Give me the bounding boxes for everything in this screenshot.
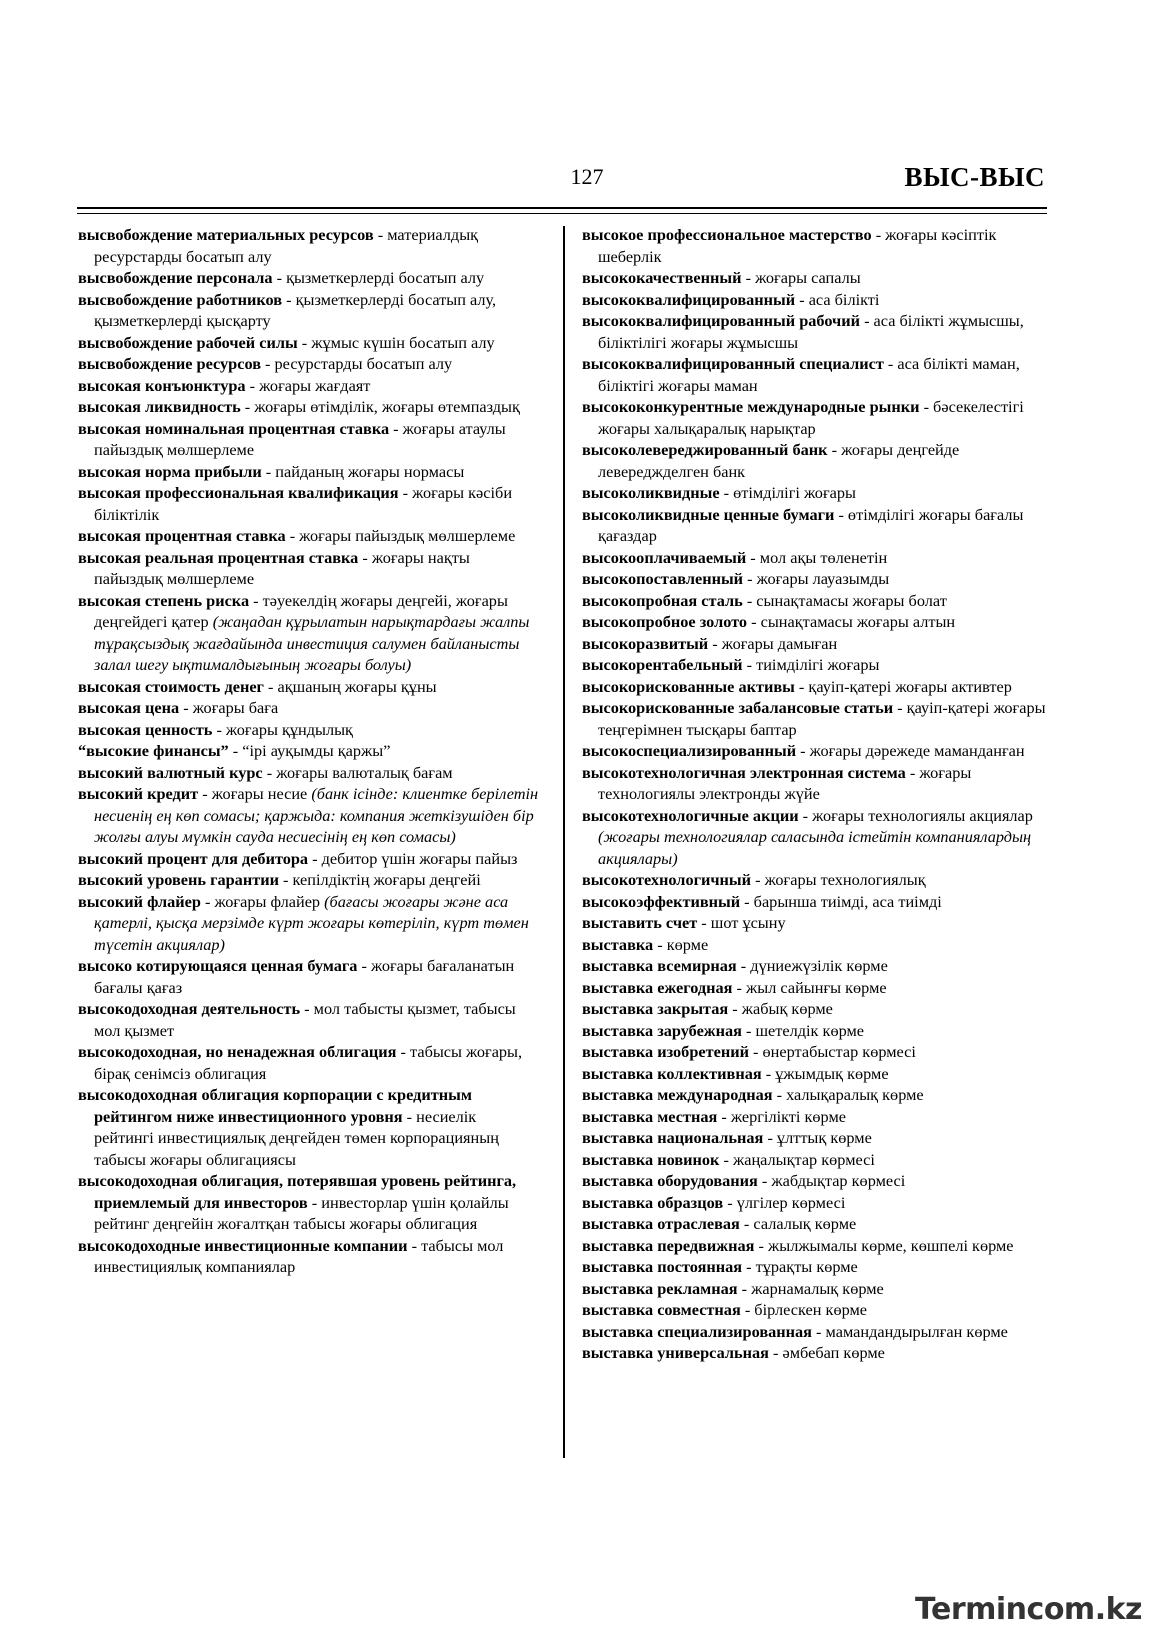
entry-term: высокодоходная облигация, потерявшая уровень рейтинга, приемлемый для инвесторов [78, 1171, 517, 1212]
dictionary-entry [78, 719, 540, 741]
entry-term: высокая ликвидность [78, 397, 241, 416]
entry-definition: - сынақтамасы жоғары болат [742, 590, 947, 610]
entry-definition: - жоғары технологиялық [751, 870, 926, 889]
dictionary-entry [582, 1235, 1050, 1257]
dictionary-entry [582, 998, 1050, 1020]
dictionary-entry [78, 848, 540, 870]
entry-term: высокий процент для дебитора [78, 848, 309, 868]
termincom-logo: Termincom.kz [915, 1592, 1142, 1627]
entry-definition: - ұжымдық көрме [761, 1063, 889, 1083]
entry-note: (жоғары технологиялар саласында істейтін компаниялардың акциялары) [598, 827, 1032, 868]
dictionary-entry [582, 955, 1050, 977]
entry-term: выставка изобретений [582, 1042, 749, 1061]
entry-term: выставка специализированная [582, 1321, 812, 1341]
dictionary-entry [582, 267, 1050, 289]
entry-definition: - жоғары флайер [200, 891, 325, 911]
entry-term: выставка международная [582, 1085, 773, 1104]
dictionary-entry [78, 955, 540, 998]
dictionary-entry [78, 998, 540, 1041]
entry-definition: - дебитор үшін жоғары пайыз [308, 848, 518, 868]
entry-term: высвобождение работников [78, 289, 283, 309]
entry-definition: - қызметкерлерді босатып алу, қызметкерлерді қысқарту [94, 289, 497, 330]
dictionary-entry [582, 740, 1050, 762]
entry-term: высокотехнологичный [582, 870, 752, 889]
entry-definition: - мамандандырылған көрме [811, 1321, 1008, 1341]
entry-term: высоколиквидные [582, 483, 720, 502]
entry-term: выставка рекламная [582, 1278, 738, 1298]
entry-note: (бағасы жоғары және аса қатерлі, қысқа мерзімде күрт жоғары көтеріліп, күрт төмен түсетін акциялар) [94, 891, 529, 954]
dictionary-entry [78, 869, 540, 891]
entry-definition: - халықаралық көрме [772, 1085, 924, 1104]
entry-term: высокая процентная ставка [78, 526, 286, 545]
entry-term: высокооплачиваемый [582, 547, 747, 567]
entry-definition: - қауіп-қатері жоғары теңгерімнен тысқары баптар [598, 698, 1046, 739]
dictionary-entry [582, 1020, 1050, 1042]
entry-definition: - табысы жоғары, бірақ сенімсіз облигация [94, 1042, 523, 1083]
dictionary-entry [582, 805, 1050, 870]
entry-term: выставка национальная [582, 1128, 764, 1147]
entry-note: (банк ісінде: клиентке берілетін несиенің ең көп сомасы; қаржыда: компания жеткізушіден бір жолғы алуы мүмкін сауда несиесінің ең көп сомасы) [94, 784, 539, 846]
right-column [582, 224, 1050, 1364]
entry-definition: - жоғары технологиялы электронды жүйе [598, 762, 972, 803]
entry-definition: - жоғары құндылық [212, 719, 353, 739]
dictionary-entry [582, 310, 1050, 353]
entry-definition: - аса білікті [795, 289, 880, 309]
dictionary-entry [78, 289, 540, 332]
entry-term: высокотехнологичная электронная система [582, 762, 906, 782]
entry-definition: - жабдықтар көрмесі [757, 1171, 906, 1190]
dictionary-entry [582, 977, 1050, 999]
entry-definition: - үлгілер көрмесі [723, 1192, 846, 1212]
dictionary-entry [582, 1192, 1050, 1214]
entry-definition: - бәсекелестігі жоғары халықаралық нарықтар [598, 397, 1024, 438]
entry-term: высокая стоимость денег [78, 676, 264, 696]
entry-term: высокодоходная деятельность [78, 999, 301, 1018]
entry-term: высокая цена [78, 698, 180, 717]
dictionary-entry [78, 418, 540, 461]
dictionary-entry [582, 1063, 1050, 1085]
entry-definition: - қызметкерлерді босатып алу [272, 268, 485, 287]
entry-definition: - қауіп-қатері жоғары активтер [794, 676, 1012, 696]
entry-term: высокодоходные инвестиционные компании [78, 1235, 408, 1255]
dictionary-entry [78, 353, 540, 375]
entry-definition: - шетелдік көрме [741, 1020, 865, 1040]
entry-term: высокая ценность [78, 719, 213, 739]
entry-definition: - тұрақты көрме [742, 1257, 858, 1276]
dictionary-entry [582, 1106, 1050, 1128]
entry-term: высокий валютный курс [78, 762, 263, 782]
dictionary-entry [78, 1170, 540, 1235]
entry-definition: - жұмыс күшін босатып алу [297, 332, 495, 352]
dictionary-entry [78, 267, 540, 289]
entry-term: высоколевереджированный банк [582, 440, 828, 459]
dictionary-entry [582, 1321, 1050, 1343]
dictionary-entry [78, 224, 540, 267]
entry-definition: - жоғары дамыған [708, 633, 838, 653]
entry-term: высокий кредит [78, 784, 199, 803]
entry-term: высокий уровень гарантии [78, 870, 279, 889]
entry-term: “высокие финансы” [78, 741, 229, 760]
entry-definition: - жергілікті көрме [717, 1106, 846, 1126]
entry-term: высокорискованные забалансовые статьи [582, 698, 894, 717]
entry-definition: - жоғары кәсіптік шеберлік [598, 225, 997, 266]
entry-term: высокоразвитый [582, 633, 709, 653]
entry-term: высокое профессиональное мастерство [582, 225, 872, 244]
dictionary-entry [78, 891, 540, 956]
entry-definition: - жоғары бағаланатын бағалы қағаз [94, 956, 515, 997]
dictionary-entry [582, 568, 1050, 590]
dictionary-entry [582, 676, 1050, 698]
dictionary-entry [582, 504, 1050, 547]
entry-term: выставка отраслевая [582, 1214, 740, 1233]
entry-definition: - сынақтамасы жоғары алтын [747, 612, 956, 631]
entry-term: высокая реальная процентная ставка [78, 547, 359, 567]
page-header [77, 158, 1047, 208]
entry-definition: - өтімділігі жоғары [719, 483, 856, 502]
entry-definition: - материалдық ресурстарды босатып алу [94, 225, 479, 266]
entry-definition: - жоғары нақты пайыздық мөлшерлеме [94, 547, 470, 588]
entry-term: высвобождение рабочей силы [78, 332, 298, 352]
entry-term: высокодоходная облигация корпорации с кредитным рейтингом ниже инвестиционного уровня [78, 1085, 472, 1126]
entry-term: выставка постоянная [582, 1257, 743, 1276]
dictionary-entry [78, 375, 540, 397]
entry-term: высвобождение материальных ресурсов [78, 225, 374, 244]
dictionary-entry [78, 762, 540, 784]
entry-definition: - ақшаның жоғары құны [263, 676, 437, 696]
dictionary-entry [582, 396, 1050, 439]
entry-definition: - жылжымалы көрме, көшпелі көрме [754, 1235, 1014, 1255]
entry-definition: - жоғары атаулы пайыздық мөлшерлеме [94, 418, 506, 459]
dictionary-entry [78, 525, 540, 547]
entry-term: высокоспециализированный [582, 741, 797, 760]
entry-term: выставка передвижная [582, 1235, 755, 1255]
entry-definition: - өнертабыстар көрмесі [748, 1042, 916, 1061]
dictionary-entry [78, 332, 540, 354]
entry-definition: - әмбебап көрме [768, 1343, 885, 1362]
dictionary-entry [78, 590, 540, 676]
header-rule-thin [77, 213, 1047, 214]
dictionary-entry [78, 676, 540, 698]
dictionary-entry [582, 611, 1050, 633]
entry-term: выставка местная [582, 1106, 718, 1126]
dictionary-entry [78, 461, 540, 483]
entry-definition: - жоғары лауазымды [743, 569, 890, 588]
entry-term: выставка коллективная [582, 1063, 762, 1083]
entry-definition: - ресурстарды босатып алу [260, 354, 453, 373]
entry-definition: - салалық көрме [739, 1214, 857, 1233]
entry-definition: - дүниежүзілік көрме [736, 956, 888, 975]
header-rule-thick [77, 207, 1047, 209]
dictionary-entry [582, 869, 1050, 891]
entry-definition: - кепілдіктің жоғары деңгейі [278, 870, 481, 889]
entry-definition: - жыл сайынғы көрме [732, 977, 887, 997]
entry-term: высококачественный [582, 268, 742, 287]
entry-term: высокая степень риска [78, 590, 250, 610]
dictionary-entry [582, 1041, 1050, 1063]
entry-term: выставка закрытая [582, 999, 729, 1018]
entry-definition: - көрме [653, 934, 709, 954]
entry-definition: - аса білікті маман, біліктігі жоғары маман [598, 354, 1020, 395]
entry-definition: - тиімділігі жоғары [742, 655, 880, 674]
dictionary-entry [78, 396, 540, 418]
entry-term: высокий флайер [78, 891, 201, 911]
entry-term: высокотехнологичные акции [582, 805, 799, 825]
entry-term: выставка ежегодная [582, 977, 733, 997]
dictionary-entry [78, 482, 540, 525]
entry-definition: - барынша тиімді, аса тиімді [740, 891, 942, 911]
entry-term: выставка зарубежная [582, 1020, 742, 1040]
entry-definition: - аса білікті жұмысшы, біліктілігі жоғары жұмысшы [598, 311, 1024, 352]
entry-term: выставка универсальная [582, 1343, 769, 1362]
entry-term: высококвалифицированный [582, 289, 796, 309]
entry-term: высоко котирующаяся ценная бумага [78, 956, 358, 975]
dictionary-entry [582, 547, 1050, 569]
entry-definition: - мол табысты қызмет, табысы мол қызмет [94, 999, 516, 1040]
entry-term: высокорентабельный [582, 655, 743, 674]
entry-definition: - пайданың жоғары нормасы [261, 461, 465, 481]
entry-definition: - “ірі ауқымды қаржы” [228, 741, 391, 760]
entry-definition: - жоғары кәсіби біліктілік [94, 483, 513, 524]
dictionary-entry [78, 783, 540, 848]
entry-definition: - ұлттық көрме [763, 1128, 872, 1147]
dictionary-entry [582, 1256, 1050, 1278]
dictionary-entry [78, 547, 540, 590]
entry-definition: - өтімділігі жоғары бағалы қағаздар [598, 504, 1024, 545]
dictionary-entry [582, 934, 1050, 956]
dictionary-entry [78, 1235, 540, 1278]
entry-term: выставить счет [582, 913, 698, 932]
entry-definition: - жоғары баға [179, 698, 279, 717]
entry-term: высокопоставленный [582, 569, 744, 588]
dictionary-entry [582, 439, 1050, 482]
entry-definition: - табысы мол инвестициялық компаниялар [94, 1235, 504, 1276]
dictionary-entry [582, 891, 1050, 913]
entry-definition: - мол ақы төленетін [746, 547, 888, 567]
dictionary-entry [582, 1170, 1050, 1192]
entry-term: высвобождение персонала [78, 268, 273, 287]
dictionary-entry [582, 482, 1050, 504]
entry-definition: - жоғары дәрежеде маманданған [796, 741, 1025, 760]
dictionary-entry [582, 353, 1050, 396]
entry-definition: - тәуекелдің жоғары деңгейі, жоғары деңгейдегі қатер [94, 590, 508, 631]
entry-term: высокая норма прибыли [78, 461, 262, 481]
entry-definition: - несиелік рейтингі инвестициялық деңгейден төмен корпорацияның табысы жоғары облигациясы [94, 1106, 499, 1169]
entry-term: высокорискованные активы [582, 676, 795, 696]
dictionary-entry [582, 1278, 1050, 1300]
entry-term: высококвалифицированный специалист [582, 354, 884, 373]
entry-definition: - жоғары сапалы [741, 268, 861, 287]
column-divider [563, 226, 565, 1458]
entry-definition: - жарнамалық көрме [737, 1278, 884, 1298]
dictionary-entry [582, 912, 1050, 934]
dictionary-entry [78, 1084, 540, 1170]
dictionary-entry [582, 762, 1050, 805]
dictionary-entry [582, 1127, 1050, 1149]
entry-term: выставка образцов [582, 1192, 724, 1212]
entry-term: высококонкурентные международные рынки [582, 397, 920, 416]
dictionary-entry [582, 633, 1050, 655]
entry-term: высвобождение ресурсов [78, 354, 261, 373]
dictionary-entry [582, 590, 1050, 612]
entry-definition: - шот ұсыну [697, 913, 786, 932]
dictionary-entry [582, 1342, 1050, 1364]
entry-term: выставка совместная [582, 1300, 741, 1319]
entry-definition: - бірлескен көрме [740, 1300, 868, 1319]
entry-definition: - жоғары пайыздық мөлшерлеме [285, 526, 516, 545]
entry-definition: - инвесторлар үшін қолайлы рейтинг деңгейін жоғалтқан табысы жоғары облигация [94, 1192, 509, 1233]
entry-definition: - жабық көрме [728, 999, 833, 1018]
dictionary-entry [78, 740, 540, 762]
section-title: ВЫС-ВЫС [904, 162, 1045, 192]
entry-term: высоколиквидные ценные бумаги [582, 504, 835, 524]
entry-term: выставка новинок [582, 1149, 720, 1169]
entry-definition: - жоғары жағдаят [245, 375, 371, 395]
dictionary-entry [582, 1084, 1050, 1106]
entry-term: высокая профессиональная квалификация [78, 483, 399, 502]
dictionary-entry [582, 654, 1050, 676]
entry-term: выставка всемирная [582, 956, 737, 975]
dictionary-entry [582, 289, 1050, 311]
entry-term: высокоэффективный [582, 891, 741, 911]
entry-definition: - жоғары несие [198, 784, 312, 803]
entry-term: высокопробное золото [582, 612, 748, 631]
left-column [78, 224, 540, 1278]
dictionary-entry [582, 1213, 1050, 1235]
entry-term: высококвалифицированный рабочий [582, 311, 860, 330]
dictionary-entry [78, 1041, 540, 1084]
dictionary-entry [582, 697, 1050, 740]
dictionary-entry [582, 224, 1050, 267]
entry-term: высокая номинальная процентная ставка [78, 418, 390, 438]
entry-note: (жаңадан құрылатын нарықтардағы жалпы тұрақсыздық жағдайында инвестиция салумен байланысты залал шегу ықтималдығының жоғары болуы) [94, 612, 530, 674]
entry-term: высокая конъюнктура [78, 375, 246, 395]
page-number: 127 [570, 164, 604, 189]
entry-term: высокопробная сталь [582, 590, 743, 610]
dictionary-entry [78, 697, 540, 719]
entry-definition: - жоғары валюталық бағам [262, 762, 453, 782]
entry-term: выставка оборудования [582, 1171, 758, 1190]
entry-term: выставка [582, 934, 654, 954]
entry-definition: - жоғары деңгейде левереджделген банк [598, 440, 960, 481]
entry-definition: - жоғары технологиялы акциялар [798, 805, 1033, 825]
entry-definition: - жаңалықтар көрмесі [719, 1149, 875, 1169]
entry-term: высокодоходная, но ненадежная облигация [78, 1042, 397, 1061]
dictionary-entry [582, 1299, 1050, 1321]
entry-definition: - жоғары өтімділік, жоғары өтемпаздық [240, 397, 520, 416]
dictionary-entry [582, 1149, 1050, 1171]
